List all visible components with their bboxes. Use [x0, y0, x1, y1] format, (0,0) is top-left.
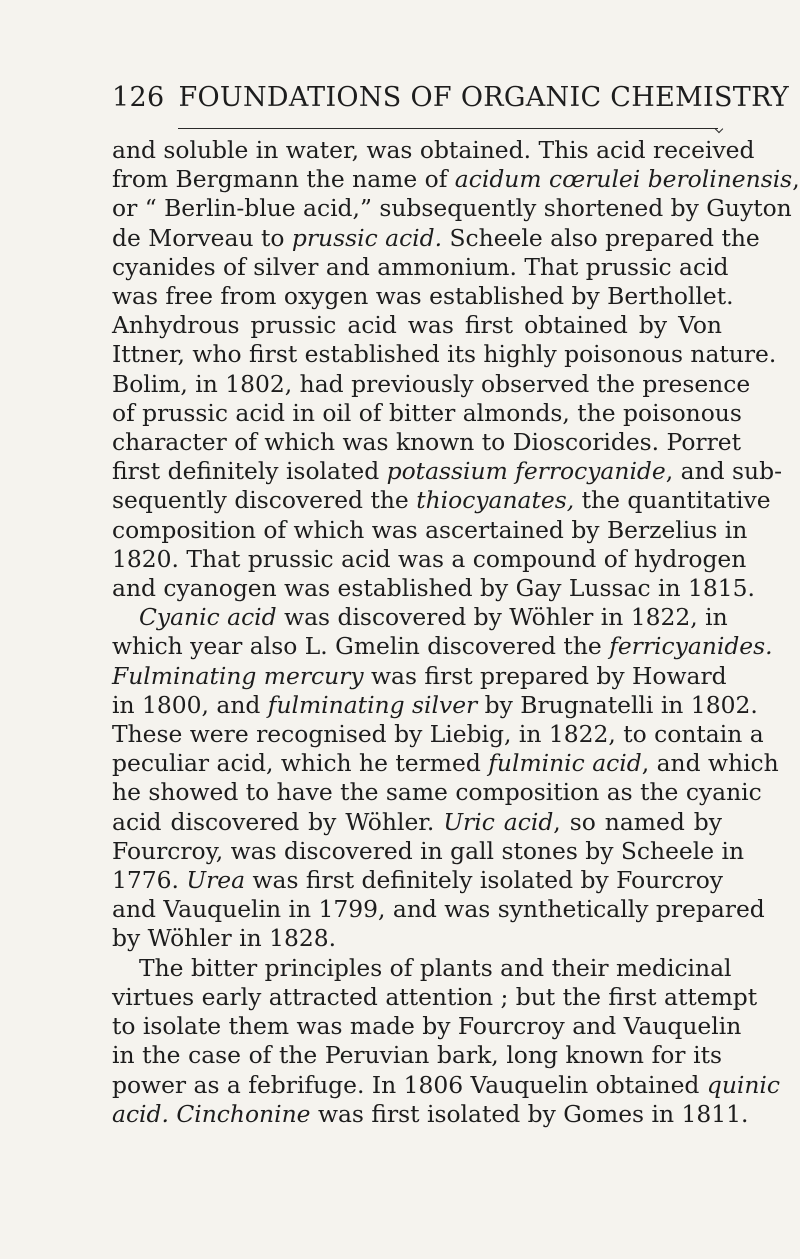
italic-term: acidum cœrulei berolinensis: [454, 165, 793, 194]
text-line: to isolate them was made by Fourcroy and Vauquelin: [112, 1012, 742, 1041]
text-line: and cyanogen was established by Gay Lussac in 1815.: [112, 574, 755, 603]
text-line: acid. Cinchonine was first isolated by Gomes in 1811.: [112, 1099, 749, 1128]
italic-term: potassium ferrocyanide: [386, 457, 666, 486]
text-line: was free from oxygen was established by Berthollet.: [112, 282, 734, 311]
text-line: The bitter principles of plants and their medicinal: [139, 953, 732, 982]
text-line: he showed to have the same composition as the cyanic: [112, 778, 762, 807]
text-line: by Wöhler in 1828.: [112, 924, 337, 953]
text-line: Cyanic acid was discovered by Wöhler in 1822, in: [139, 603, 728, 632]
text-line: sequently discovered the thiocyanates, the quantitative: [112, 486, 771, 515]
text-line: 1776. Urea was first definitely isolated by Fourcroy: [112, 866, 724, 895]
text-line: or “ Berlin-blue acid,” subsequently shortened by Guyton: [112, 194, 792, 223]
running-head-title: FOUNDATIONS OF ORGANIC CHEMISTRY: [178, 82, 790, 113]
text-line: in 1800, and fulminating silver by Brugnatelli in 1802.: [112, 690, 758, 719]
italic-term: prussic acid.: [291, 223, 443, 252]
text-line: Fourcroy, was discovered in gall stones by Scheele in: [112, 836, 745, 865]
text-line: acid discovered by Wöhler. Uric acid, so named by: [112, 807, 722, 836]
header-rule: [178, 128, 718, 129]
body-text: [112, 136, 800, 1129]
text-line: peculiar acid, which he termed fulminic acid, and which: [112, 749, 779, 778]
italic-term: ferricyanides.: [609, 632, 773, 661]
italic-term: fulminating silver: [267, 690, 478, 719]
text-line: cyanides of silver and ammonium. That prussic acid: [112, 252, 729, 281]
text-line: Bolim, in 1802, had previously observed the presence: [112, 369, 751, 398]
text-line: de Morveau to prussic acid. Scheele also prepared the: [112, 223, 760, 252]
text-line: Fulminating mercury was first prepared by Howard: [112, 661, 727, 690]
text-line: power as a febrifuge. In 1806 Vauquelin obtained quinic: [112, 1070, 781, 1099]
text-line: and soluble in water, was obtained. This acid received: [112, 136, 755, 164]
italic-term: thiocyanates,: [416, 486, 575, 515]
text-line: and Vauquelin in 1799, and was synthetically prepared: [112, 895, 765, 924]
italic-term: acid. Cinchonine: [112, 1099, 311, 1128]
text-line: which year also L. Gmelin discovered the ferricyanides.: [112, 632, 773, 661]
italic-term: Uric acid: [443, 807, 554, 836]
text-line: 1820. That prussic acid was a compound of hydrogen: [112, 544, 747, 573]
text-line: character of which was known to Dioscorides. Porret: [112, 428, 742, 457]
page-number: 126: [112, 82, 165, 113]
text-line: first definitely isolated potassium ferrocyanide, and sub-: [112, 457, 782, 486]
text-line: Anhydrous prussic acid was first obtained by Von: [112, 311, 722, 340]
italic-term: fulminic acid: [488, 749, 642, 778]
italic-term: quinic: [706, 1070, 781, 1099]
text-line: virtues early attracted attention ; but the first attempt: [112, 982, 758, 1011]
text-line: of prussic acid in oil of bitter almonds, the poisonous: [112, 398, 742, 427]
text-line: in the case of the Peruvian bark, long known for its: [112, 1041, 722, 1070]
italic-term: Urea: [186, 866, 246, 895]
text-line: Ittner, who first established its highly poisonous nature.: [112, 340, 777, 369]
text-line: composition of which was ascertained by Berzelius in: [112, 515, 748, 544]
italic-term: Fulminating mercury: [112, 661, 364, 690]
text-line: These were recognised by Liebig, in 1822, to contain a: [112, 720, 764, 749]
running-head: [112, 82, 790, 113]
italic-term: Cyanic acid: [139, 603, 277, 632]
text-line: from Bergmann the name of acidum cœrulei berolinensis,: [112, 165, 800, 194]
